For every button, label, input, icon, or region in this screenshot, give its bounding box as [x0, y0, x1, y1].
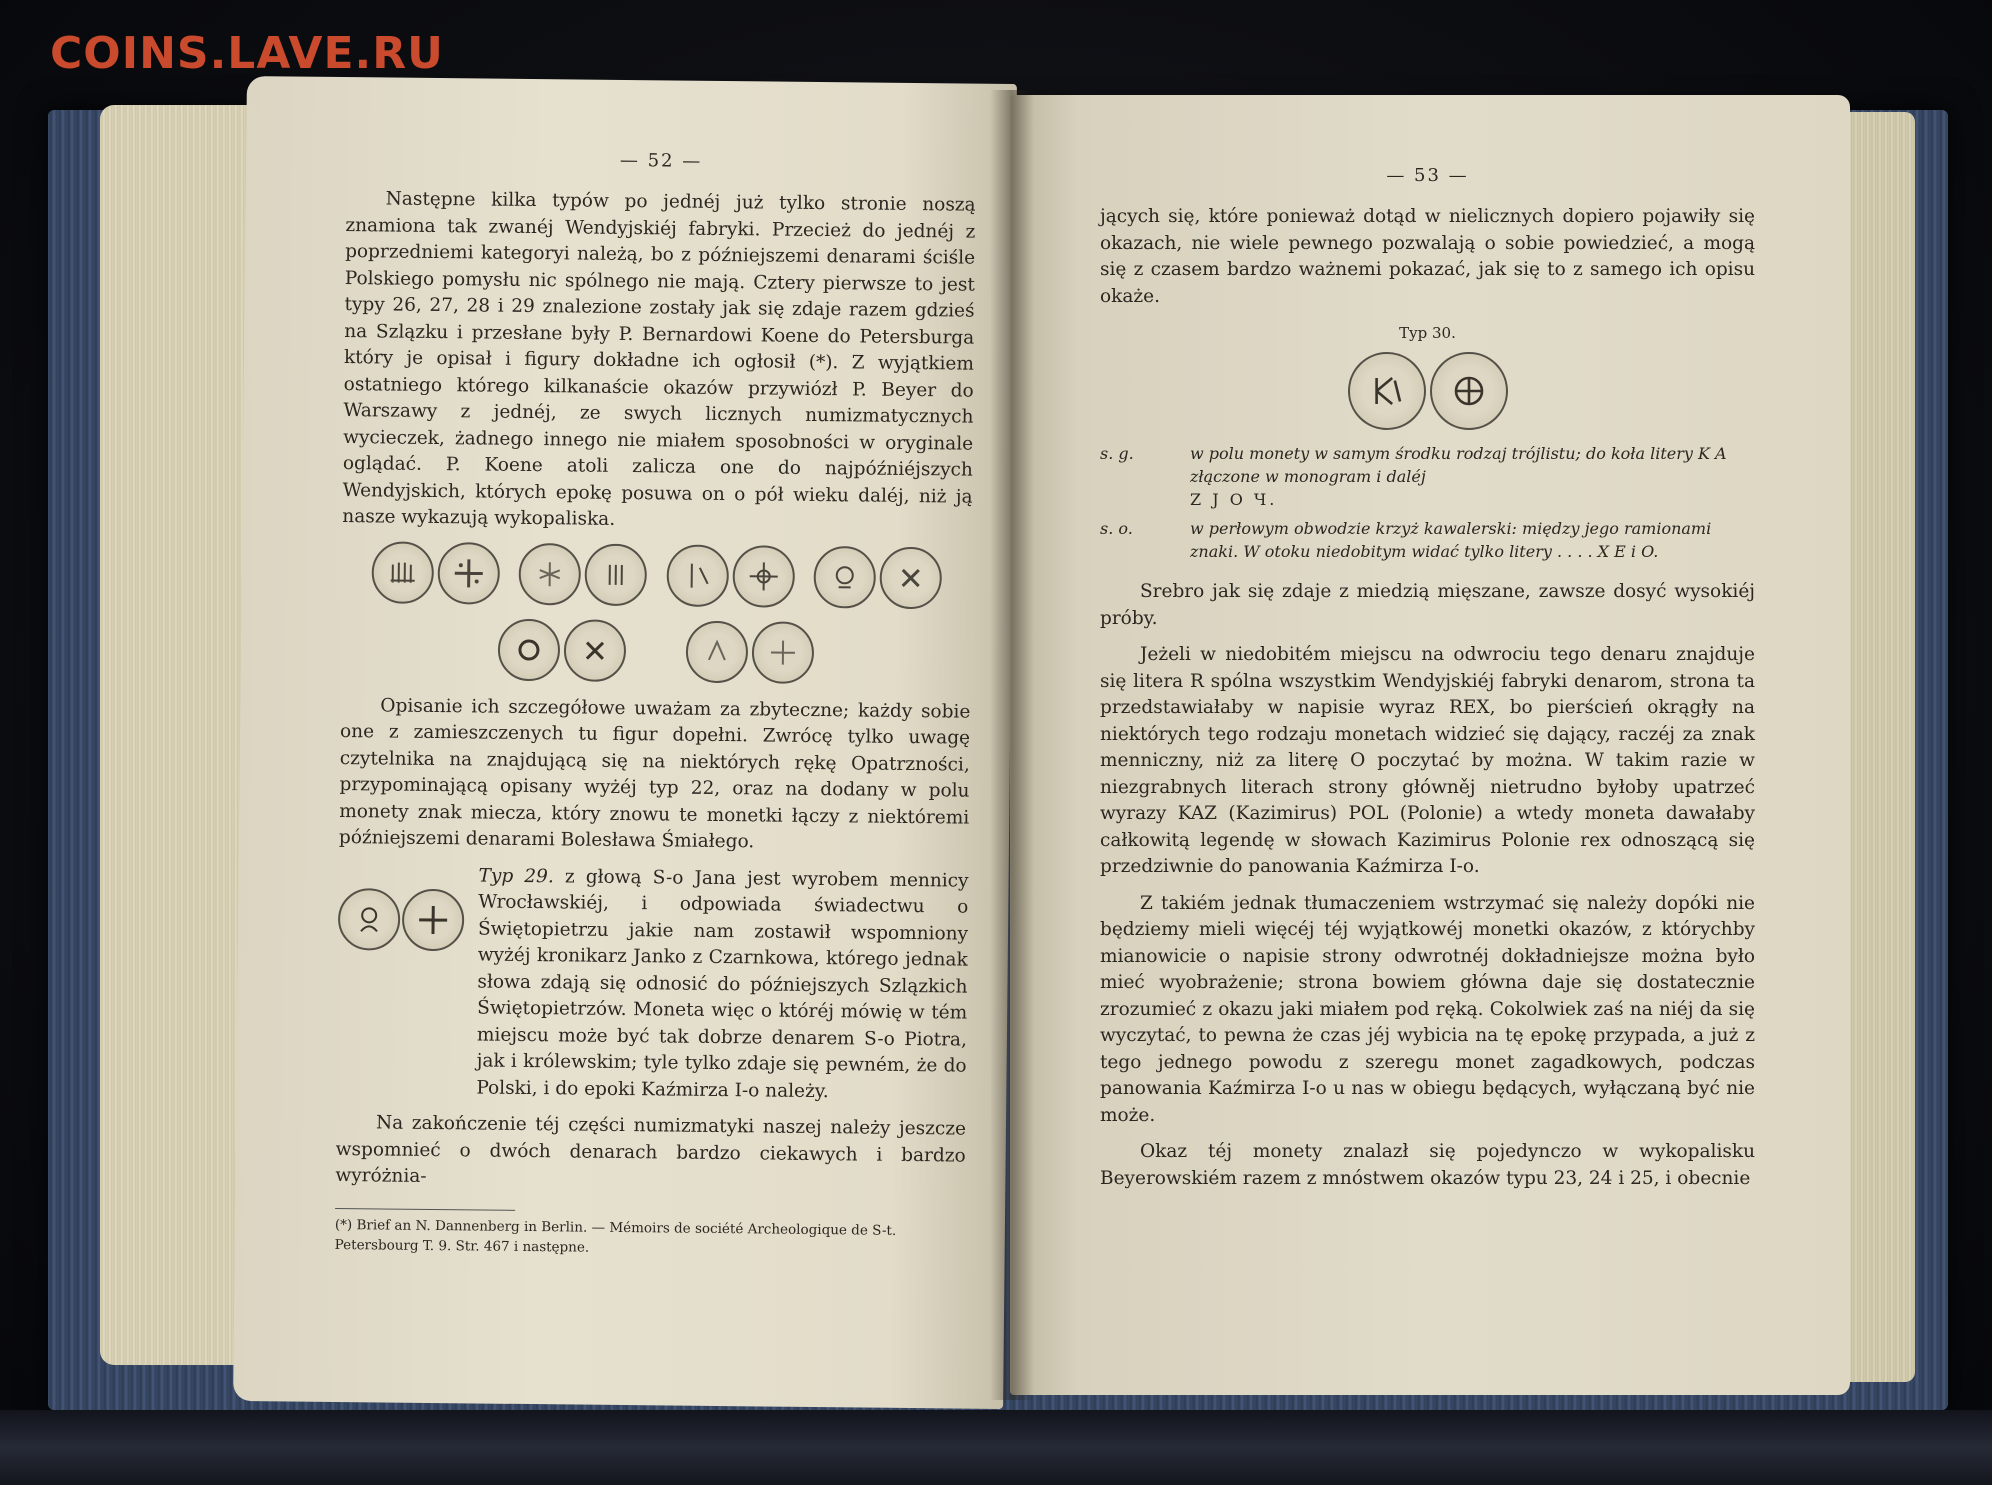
footnote-divider: [335, 1207, 515, 1210]
coin-obverse-icon: [498, 618, 561, 681]
left-paragraph-2: Opisanie ich szczegółowe uważam za zbyteczne; każdy sobie one z zamieszczenych tu figur dopełni. Zwrócę tylko uwagę czytelnika na znajdującą się na niektórych rękę Opatrzności, przypominającą opisany wyżéj typ 22, oraz na dodany w polu monety znak miecza, który znowu te monetki łączy z niektóremi późniejszemi denarami Bolesława Śmiałego.: [338, 694, 971, 853]
coin-cross-icon: [1430, 352, 1508, 430]
reverse-label: s. o.: [1100, 519, 1133, 538]
coin-pair: [519, 542, 648, 605]
coin-cross-icon: [402, 888, 465, 951]
coin-reverse-icon: [437, 542, 500, 605]
page-number-left: — 52 —: [619, 149, 703, 172]
right-paragraph-4: Z takiém jednak tłumaczeniem wstrzymać się należy dopóki nie będziemy mieli więcéj téj wyjątkowéj monetki okazów, z którychby mianowicie o napisie strony odwrotnéj dokładniejsze można było mieć wyobrażenie; strona bowiem główna daje się dostatecznie zrozumieć z okazu jaki miałem pod ręką. Cokolwiek zaś na niéj da się wyczytać, to pewna że czas jéj wybicia na tę epokę przypada, a już z tego jednego powodu z szeregu monet zagadkowych, podczas panowania Kaźmirza I-o u nas w obiegu będących, wyłączaną być nie może.: [1100, 892, 1755, 1126]
typ30-coins: [1100, 352, 1755, 430]
obverse-text: w polu monety w samym środku rodzaj trójlistu; do koła litery K A złączone w monogram i daléj: [1190, 444, 1727, 486]
coin-obverse-icon: [666, 544, 729, 607]
coin-pair: [686, 620, 815, 683]
footnote: (*) Brief an N. Dannenberg in Berlin. — Mémoirs de société Archeologique de S-t. Petersbourg T. 9. Str. 467 i następne.: [334, 1216, 897, 1256]
page-edges-right: [1840, 112, 1915, 1382]
coin-pair: [498, 618, 627, 681]
coin-obverse-icon: [814, 545, 877, 608]
reverse-text: w perłowym obwodzie krzyż kawalerski: między jego ramionami znaki. W otoku niedobitym widać tylko litery . . . . X E i O.: [1190, 519, 1712, 561]
typ29-label: Typ 29.: [478, 864, 554, 887]
coin-reverse-icon: [732, 545, 795, 608]
coin-illustrations-row-2: [361, 617, 952, 685]
coin-obverse-icon: [686, 620, 749, 683]
obverse-letters: Z J O Ч.: [1190, 490, 1278, 509]
watermark: COINS.LAVE.RU: [50, 28, 444, 79]
book-gutter: [990, 90, 1034, 1400]
coin-illustrations-row-1: [361, 541, 952, 609]
coin-reverse-icon: [752, 621, 815, 684]
typ29-coins: [338, 888, 465, 951]
coin-obverse-icon: [519, 542, 582, 605]
description-reverse: [1100, 517, 1755, 563]
left-paragraph-1: Następne kilka typów po jednéj już tylko stronie noszą znamiona tak zwanéj Wendyjskiéj fabryki. Przecież do jednéj z poprzedniemi kategoryi należą, bo z późniejszemi denarami ściśle Polskiego pomysłu nic spólnego nie mają. Cztery pierwsze to jest typy 26, 27, 28 i 29 znalezione zostały jak się zdaje razem gdzieś na Szlązku i przesłane były P. Bernardowi Koene do Petersburga który je opisał i figury dokładne ich ogłosił (*). Z wyjątkiem ostatniego którego kilkanaście okazów przywiózł P. Beyer do Warszawy z jednéj, ze swych licznych numizmatycznych wycieczek, żadnego innego nie miałem sposobności w oryginale oglądać. P. Koene atoli zalicza one do najpóźniéjszych Wendyjskich, których epokę posuwa on o pół wieku daléj, niż ją nasze wykazują wykopaliska.: [342, 188, 976, 530]
obverse-label: s. g.: [1100, 444, 1134, 463]
left-page: [233, 76, 1017, 1409]
coin-monogram-icon: [1348, 352, 1426, 430]
coin-reverse-icon: [585, 543, 648, 606]
right-paragraph-1: jących się, które ponieważ dotąd w nielicznych dopiero pojawiły się okazach, nie wiele pewnego pozwalają o sobie powiedzieć, a mogą się z czasem bardzo ważnemi pokazać, jak się to z samego ich opisu okaże.: [1100, 206, 1755, 307]
typ29-block: [336, 862, 969, 1117]
right-paragraph-2: Srebro jak się zdaje z miedzią mięszane, zawsze dosyć wysokiéj próby.: [1100, 581, 1755, 629]
typ29-text: z głową S-o Jana jest wyrobem mennicy Wrocławskiéj, i odpowiada świadectwu o Świętopietrzu jakie nam zostawił wspomniony wyżéj kronikarz Janko z Czarnkowa, którego jednak słowa zdają się odnosić do późniejszych Szlązkich Świętopietrzów. Moneta więc o któréj mówię w tém miejscu może być tak dobrze denarem S-o Piotra, jak i królewskim; tyle tylko zdaje się pewném, że do Polski, i do epoki Kaźmirza I-o należy.: [476, 865, 969, 1102]
coin-pair: [371, 541, 500, 604]
typ30-caption: Typ 30.: [1399, 324, 1456, 342]
left-paragraph-4: Na zakończenie téj części numizmatyki naszej należy jeszcze wspomnieć o dwóch denarach bardzo ciekawych i bardzo wyróżnia-: [335, 1112, 967, 1187]
coin-reverse-icon: [880, 546, 943, 609]
page-number-right: — 53 —: [1386, 165, 1469, 186]
coin-reverse-icon: [564, 619, 627, 682]
right-paragraph-5: Okaz téj monety znalazł się pojedynczo w wykopalisku Beyerowskiém razem z mnóstwem okazów typu 23, 24 i 25, i obecnie: [1100, 1141, 1755, 1189]
coin-head-icon: [338, 888, 401, 951]
left-paragraph-3: [476, 863, 968, 1107]
coin-obverse-icon: [371, 541, 434, 604]
right-page: [1010, 95, 1850, 1395]
page-edges-left: [100, 105, 250, 1365]
table-surface: [0, 1410, 1992, 1485]
right-paragraph-3: Jeżeli w niedobitém miejscu na odwrociu tego denaru znajduje się litera R spólna wszystkim Wendyjskiéj fabryki denarom, strona ta przedstawiałaby w napisie wyraz REX, bo pierścień okrągły na niektórych tego rodzaju monetach widzieć się dający, raczéj za znak menniczny, niż za literę O poczytać by można. W takim razie w niezgrabnych literach strony główněj nietrudno byłoby upatrzeć wyrazy KAZ (Kazimirus) POL (Polonie) a wtedy moneta dawałaby całkowitą legendę w słowach Kazimirus Polonie rex odnoszącą się przedziwnie do panowania Kaźmirza I-o.: [1100, 644, 1755, 877]
coin-pair: [666, 544, 795, 607]
coin-pair: [814, 545, 943, 608]
description-obverse: [1100, 442, 1755, 511]
